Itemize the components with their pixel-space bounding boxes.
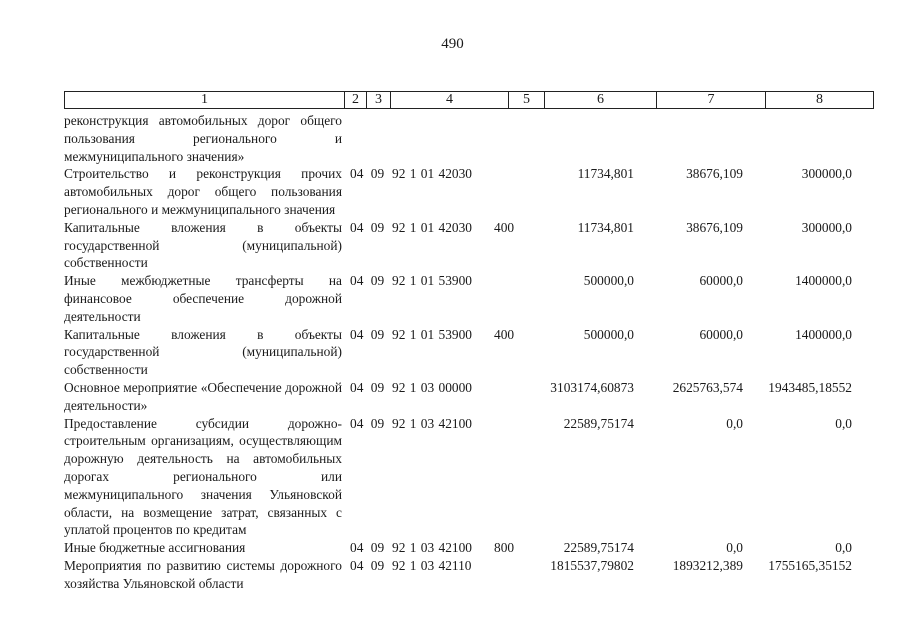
row-section-codes xyxy=(344,379,390,397)
row-amount-year-1: 500000,0 xyxy=(583,273,634,289)
row-target-article: 92 1 01 42030 xyxy=(392,219,472,235)
table-row xyxy=(64,379,852,415)
row-amount-year-2: 2625763,574 xyxy=(672,379,743,395)
row-section: 04 xyxy=(350,557,364,573)
row-description: Капитальные вложения в объекты государственной (муниципальной) собственности xyxy=(64,219,342,271)
row-subsection: 09 xyxy=(370,166,385,182)
row-description: Строительство и реконструкция прочих автомобильных дорог общего пользования регионального и межмуниципального значения xyxy=(64,166,342,217)
row-amount-year-2: 1893212,389 xyxy=(672,557,743,573)
row-section: 04 xyxy=(350,326,364,342)
row-subsection: 09 xyxy=(370,540,385,556)
row-subsection: 09 xyxy=(370,326,385,342)
column-header: 2 xyxy=(345,92,367,108)
row-amount-year-2: 38676,109 xyxy=(686,166,743,182)
column-header: 1 xyxy=(65,92,345,108)
row-subsection: 09 xyxy=(370,273,385,289)
row-amount-year-2: 60000,0 xyxy=(699,326,743,342)
row-section: 04 xyxy=(350,166,364,182)
row-description: Предоставление субсидии дорожно-строительным организациям, осуществляющим дорожную деятельность на автомобильных дорогах регионального или межмуниципального значения Ульяновской области, на возмещение затрат, связанных с уплатой процентов по кредитам xyxy=(64,415,342,538)
column-header: 3 xyxy=(367,92,391,108)
row-section-codes xyxy=(344,557,390,575)
row-amount-year-2: 0,0 xyxy=(726,540,743,556)
column-header: 6 xyxy=(545,92,657,108)
row-amount-year-2: 60000,0 xyxy=(699,273,743,289)
row-amount-year-3: 1755165,35152 xyxy=(768,557,852,573)
row-description: Капитальные вложения в объекты государственной (муниципальной) собственности xyxy=(64,326,342,378)
table-header xyxy=(64,91,874,109)
column-header: 4 xyxy=(391,92,509,108)
column-header: 8 xyxy=(816,92,823,107)
row-section-codes xyxy=(344,219,390,237)
row-subsection: 09 xyxy=(370,219,385,235)
row-description: Иные межбюджетные трансферты на финансовое обеспечение дорожной деятельности xyxy=(64,273,342,324)
page-number: 490 xyxy=(441,36,464,52)
table-row xyxy=(64,539,852,557)
row-section: 04 xyxy=(350,379,364,395)
row-section: 04 xyxy=(350,540,364,556)
row-section-codes xyxy=(344,539,390,557)
row-expense-type: 400 xyxy=(494,219,515,235)
table-row xyxy=(64,219,852,272)
row-section-codes xyxy=(344,415,390,433)
table-row xyxy=(64,112,852,165)
row-target-article: 92 1 03 42100 xyxy=(392,415,472,431)
row-amount-year-1: 3103174,60873 xyxy=(550,379,634,395)
row-section: 04 xyxy=(350,415,364,431)
row-description: Основное мероприятие «Обеспечение дорожной деятельности» xyxy=(64,379,342,413)
row-amount-year-2: 38676,109 xyxy=(686,219,743,235)
row-section: 04 xyxy=(350,219,364,235)
row-amount-year-1: 22589,75174 xyxy=(563,540,634,556)
row-subsection: 09 xyxy=(370,415,385,431)
row-section-codes xyxy=(344,272,390,290)
row-amount-year-1: 22589,75174 xyxy=(563,415,634,431)
row-amount-year-3: 1400000,0 xyxy=(795,326,852,342)
row-amount-year-3: 0,0 xyxy=(835,540,852,556)
row-amount-year-3: 0,0 xyxy=(835,415,852,431)
column-header: 5 xyxy=(509,92,545,108)
table-row xyxy=(64,272,852,325)
row-amount-year-1: 500000,0 xyxy=(583,326,634,342)
row-section-codes xyxy=(344,326,390,344)
row-subsection: 09 xyxy=(370,557,385,573)
table-row xyxy=(64,326,852,379)
row-target-article: 92 1 03 42100 xyxy=(392,540,472,556)
row-amount-year-1: 1815537,79802 xyxy=(550,557,634,573)
row-expense-type: 400 xyxy=(494,326,515,342)
table-row xyxy=(64,165,852,218)
table-row xyxy=(64,415,852,540)
column-header: 7 xyxy=(657,92,766,108)
row-section: 04 xyxy=(350,273,364,289)
table-body xyxy=(64,112,852,593)
row-amount-year-3: 300000,0 xyxy=(801,166,852,182)
row-amount-year-3: 1400000,0 xyxy=(795,273,852,289)
row-target-article: 92 1 01 42030 xyxy=(392,166,472,182)
row-target-article: 92 1 03 00000 xyxy=(392,379,472,395)
row-amount-year-2: 0,0 xyxy=(726,415,743,431)
row-target-article: 92 1 01 53900 xyxy=(392,326,472,342)
row-description: реконструкция автомобильных дорог общего пользования регионального и межмуниципального значения» xyxy=(64,113,342,164)
row-expense-type: 800 xyxy=(494,540,515,556)
row-amount-year-1: 11734,801 xyxy=(577,219,634,235)
row-amount-year-3: 300000,0 xyxy=(801,219,852,235)
row-amount-year-1: 11734,801 xyxy=(577,166,634,182)
row-amount-year-3: 1943485,18552 xyxy=(768,379,852,395)
row-description: Иные бюджетные ассигнования xyxy=(64,540,246,556)
row-target-article: 92 1 01 53900 xyxy=(392,273,472,289)
table-row xyxy=(64,557,852,593)
row-subsection: 09 xyxy=(370,379,385,395)
row-description: Мероприятия по развитию системы дорожного хозяйства Ульяновской области xyxy=(64,557,342,591)
row-target-article: 92 1 03 42110 xyxy=(392,557,472,573)
row-section-codes xyxy=(344,165,390,183)
